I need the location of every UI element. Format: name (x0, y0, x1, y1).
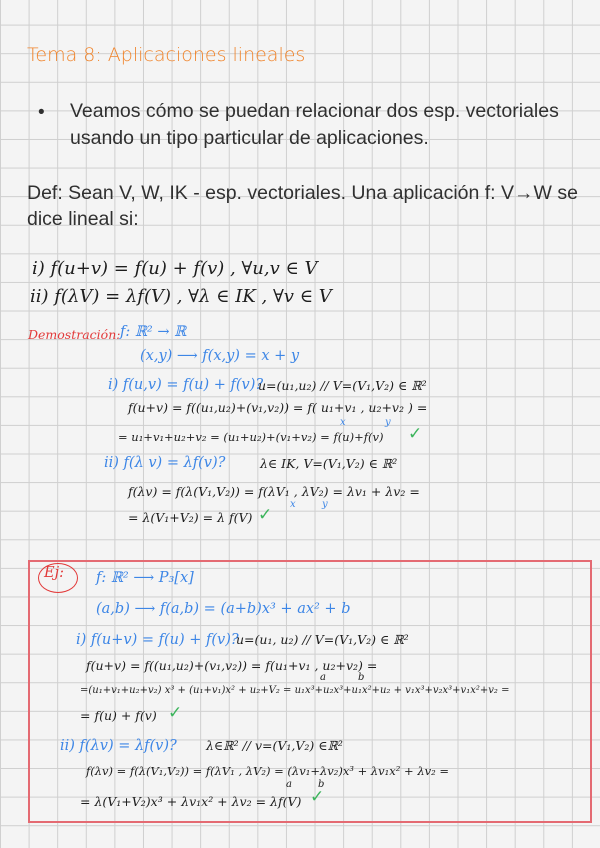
demo-ii-heading: ii) f(λ v) = λf(v)? (104, 455, 226, 471)
example-ii-check-icon: ✓ (310, 787, 325, 806)
example-i-sub-b: b (358, 672, 365, 683)
demo-ii-sub-y: y (322, 499, 328, 510)
demo-ii-step-1: f(λv) = f(λ(V₁,V₂)) = f(λV₁ , λV₂) = λv₁ + λv₂ = (128, 484, 420, 499)
example-ii-step-1: f(λv) = f(λ(V₁,V₂)) = f(λV₁ , λV₂) = (λv₁+λv₂)x³ + λv₁x² + λv₂ = (86, 764, 450, 778)
example-ii-variables: λ∈ℝ² // v=(V₁,V₂) ∈ℝ² (206, 738, 343, 753)
condition-homogeneity: ii) f(λV) = λf(V) , ∀λ ∈ IK , ∀v ∈ V (30, 286, 332, 307)
bullet-line-1: Veamos cómo se puedan relacionar dos esp. vectoriales (70, 100, 559, 122)
example-i-variables: u=(u₁, u₂) // V=(V₁,V₂) ∈ ℝ² (236, 632, 409, 647)
example-ii-sub-a: a (286, 779, 292, 790)
bullet-marker: • (38, 102, 45, 123)
demo-i-variables: u=(u₁,u₂) // V=(V₁,V₂) ∈ ℝ² (258, 378, 427, 393)
example-i-heading: i) f(u+v) = f(u) + f(v)? (76, 632, 239, 648)
demo-i-heading: i) f(u,v) = f(u) + f(v)? (108, 377, 264, 393)
demo-ii-check-icon: ✓ (258, 505, 273, 524)
demo-ii-sub-x: x (290, 499, 296, 510)
demo-i-step-1: f(u+v) = f((u₁,u₂)+(v₁,v₂)) = f( u₁+v₁ , u₂+v₂ ) = (128, 400, 428, 415)
example-ii-sub-b: b (318, 779, 325, 790)
condition-additivity: i) f(u+v) = f(u) + f(v) , ∀u,v ∈ V (32, 258, 318, 279)
example-i-step-3: = f(u) + f(v) (80, 708, 157, 723)
demo-i-sub-x: x (340, 417, 346, 428)
definition-line-1: Def: Sean V, W, IK - esp. vectoriales. Una aplicación f: V→W se (27, 182, 578, 204)
example-ii-step-2: = λ(V₁+V₂)x³ + λv₁x² + λv₂ = λf(V) (80, 794, 302, 809)
example-i-check-icon: ✓ (168, 703, 183, 722)
demo-rule: (x,y) ⟶ f(x,y) = x + y (140, 348, 300, 364)
demo-label: Demostración: (28, 327, 121, 342)
demo-i-step-2: = u₁+v₁+u₂+v₂ = (u₁+u₂)+(v₁+v₂) = f(u)+f(v) (118, 430, 384, 444)
demo-ii-variables: λ∈ IK, V=(V₁,V₂) ∈ ℝ² (260, 456, 398, 471)
definition-line-2: dice lineal si: (27, 208, 139, 230)
page-title: Tema 8: Aplicaciones lineales (27, 44, 306, 66)
example-map: f: ℝ² ⟶ P₃[x] (96, 570, 194, 586)
demo-ii-step-2: = λ(V₁+V₂) = λ f(V) (128, 510, 253, 525)
demo-map: f: ℝ² → ℝ (120, 324, 187, 340)
bullet-line-2: usando un tipo particular de aplicaciones. (70, 127, 429, 149)
example-i-step-2: =(u₁+v₁+u₂+v₂) x³ + (u₁+v₁)x² + u₂+V₂ = u₁x³+u₂x³+u₁x²+u₂ + v₁x³+v₂x³+v₁x²+v₂ = (80, 685, 510, 696)
example-label: Ej: (44, 565, 64, 581)
example-rule: (a,b) ⟶ f(a,b) = (a+b)x³ + ax² + b (96, 601, 351, 617)
example-ii-heading: ii) f(λv) = λf(v)? (60, 738, 177, 754)
example-i-step-1: f(u+v) = f((u₁,u₂)+(v₁,v₂)) = f(u₁+v₁ , u₂+v₂) = (86, 658, 378, 673)
example-i-sub-a: a (320, 672, 326, 683)
demo-i-sub-y: y (385, 417, 391, 428)
demo-i-check-icon: ✓ (408, 424, 423, 443)
